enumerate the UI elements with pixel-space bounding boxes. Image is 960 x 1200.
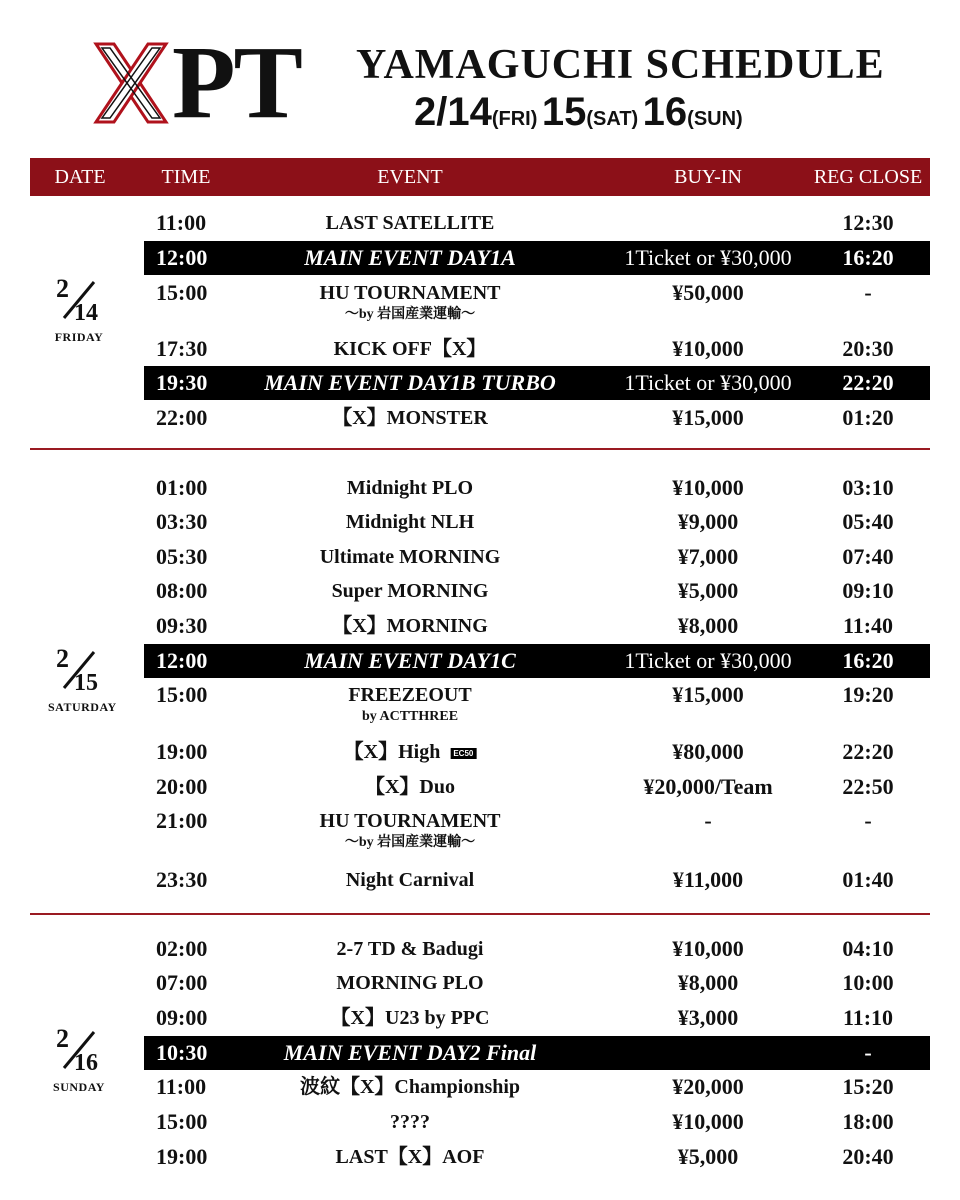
table-row (144, 505, 930, 539)
row-event-name: 【X】Duo (364, 776, 456, 798)
row-buyin: 1Ticket or ¥30,000 (624, 370, 792, 395)
row-reg-close: 22:50 (842, 774, 894, 799)
row-event (304, 644, 516, 678)
row-reg-close: 04:10 (842, 936, 894, 961)
col-time: TIME (161, 166, 211, 188)
row-event-name: KICK OFF【X】 (333, 338, 487, 360)
day-separator (30, 448, 930, 450)
table-row (144, 932, 930, 966)
row-reg-close: 20:40 (842, 1144, 894, 1169)
row-event-name: LAST SATELLITE (325, 212, 495, 234)
table-row (144, 332, 930, 366)
row-time: 07:00 (156, 970, 208, 995)
main-event-row (144, 241, 930, 275)
row-event (304, 241, 516, 275)
row-time: 02:00 (156, 936, 208, 961)
row-event (336, 1140, 485, 1174)
row-event (365, 770, 455, 804)
row-buyin: ¥10,000 (672, 475, 744, 500)
row-event-name: Ultimate MORNING (319, 546, 501, 568)
row-event-name: LAST【X】AOF (335, 1146, 485, 1168)
row-event (284, 1036, 536, 1070)
row-time: 21:00 (156, 808, 208, 833)
row-event (320, 276, 501, 310)
row-event (264, 366, 556, 400)
row-reg-close: 16:20 (842, 245, 894, 270)
row-reg-close: - (864, 1040, 872, 1065)
row-event-name: 【X】U23 by PPC (330, 1007, 490, 1029)
row-time: 22:00 (156, 405, 208, 430)
row-reg-close: 20:30 (842, 336, 894, 361)
day-month: 2 (56, 274, 69, 303)
row-reg-close: - (864, 280, 872, 305)
row-time: 09:00 (156, 1005, 208, 1030)
event-dates (414, 90, 743, 143)
row-reg-close: 10:00 (842, 970, 894, 995)
row-buyin: ¥8,000 (677, 970, 739, 995)
row-event-name: FREEZEOUT (348, 684, 472, 706)
row-time: 12:00 (156, 245, 208, 270)
row-time: 05:30 (156, 544, 208, 569)
main-event-row (144, 644, 930, 678)
table-row (144, 540, 930, 574)
row-buyin: ¥8,000 (677, 613, 739, 638)
row-buyin: ¥10,000 (672, 1109, 744, 1134)
row-reg-close: 11:10 (842, 1005, 894, 1030)
row-reg-close: 07:40 (842, 544, 894, 569)
col-event: EVENT (377, 166, 443, 188)
row-event-name: Super MORNING (331, 580, 489, 602)
date-1-weekday: (FRI) (491, 108, 538, 130)
row-event (347, 471, 473, 505)
row-event-sponsor: ～by 岩国産業運輸～ (344, 835, 476, 850)
row-buyin: ¥10,000 (672, 936, 744, 961)
day-label-15 (48, 644, 117, 715)
date-3-weekday: (SUN) (687, 108, 743, 130)
table-row (144, 1140, 930, 1174)
table-row (144, 735, 930, 769)
main-event-row (144, 1036, 930, 1070)
row-time: 19:00 (156, 1144, 208, 1169)
row-event-name: 【X】High (343, 741, 441, 763)
row-buyin: ¥20,000 (672, 1074, 744, 1099)
row-time: 17:30 (156, 336, 208, 361)
table-row (144, 276, 930, 310)
row-reg-close: 05:40 (842, 509, 894, 534)
row-time: 12:00 (156, 648, 208, 673)
row-reg-close: 09:10 (842, 578, 894, 603)
row-event (320, 804, 501, 838)
day-label-16 (48, 1026, 110, 1095)
table-row (144, 804, 930, 838)
row-buyin: ¥50,000 (672, 280, 744, 305)
row-time: 23:30 (156, 867, 208, 892)
row-reg-close: 22:20 (842, 739, 894, 764)
row-time: 15:00 (156, 1109, 208, 1134)
row-buyin: ¥7,000 (677, 544, 739, 569)
row-reg-close: - (864, 808, 872, 833)
row-time: 19:30 (156, 370, 208, 395)
table-header (30, 158, 930, 196)
row-event-name: Midnight PLO (346, 477, 474, 499)
row-event-name: Night Carnival (345, 869, 475, 891)
row-reg-close: 15:20 (842, 1074, 894, 1099)
x-logo-icon (92, 40, 170, 126)
table-row (144, 609, 930, 643)
row-reg-close: 19:20 (842, 682, 894, 707)
day-weekday: SATURDAY (48, 700, 117, 714)
row-event-name: MAIN EVENT DAY1C (304, 648, 516, 673)
row-event (336, 966, 483, 1000)
col-date: DATE (54, 166, 106, 188)
row-event-name: 【X】MONSTER (332, 407, 488, 429)
row-reg-close: 01:20 (842, 405, 894, 430)
row-event (348, 678, 471, 712)
row-time: 11:00 (156, 210, 207, 235)
date-1: 2/14 (414, 90, 492, 134)
day-separator (30, 913, 930, 915)
row-event-name: MAIN EVENT DAY1A (304, 245, 516, 270)
row-buyin: ¥3,000 (677, 1005, 739, 1030)
row-time: 11:00 (156, 1074, 207, 1099)
logo-text: PT (172, 25, 301, 140)
row-buyin: ¥10,000 (672, 336, 744, 361)
row-buyin: ¥15,000 (672, 405, 744, 430)
row-buyin: - (704, 808, 712, 833)
day-number: 14 (74, 300, 98, 326)
row-buyin: ¥80,000 (672, 739, 744, 764)
row-reg-close: 03:10 (842, 475, 894, 500)
table-row (144, 678, 930, 712)
row-time: 19:00 (156, 739, 208, 764)
row-event (300, 1070, 520, 1104)
row-reg-close: 16:20 (842, 648, 894, 673)
row-buyin: ¥11,000 (672, 867, 744, 892)
row-buyin: ¥15,000 (672, 682, 744, 707)
row-event-name: 2-7 TD & Badugi (336, 938, 484, 960)
row-event (326, 206, 495, 240)
row-buyin: 1Ticket or ¥30,000 (624, 648, 792, 673)
day-month: 2 (56, 644, 69, 673)
table-row (144, 863, 930, 897)
row-event (344, 735, 477, 769)
row-event-name: HU TOURNAMENT (319, 810, 501, 832)
row-buyin: ¥5,000 (677, 1144, 739, 1169)
table-row (144, 1001, 930, 1035)
row-buyin: ¥5,000 (677, 578, 739, 603)
row-event-sponsor: ～by 岩国産業運輸～ (344, 307, 476, 322)
row-event (346, 863, 474, 897)
row-event (332, 574, 489, 608)
day-month: 2 (56, 1024, 69, 1053)
table-row (144, 966, 930, 1000)
row-reg-close: 18:00 (842, 1109, 894, 1134)
row-event-name: 【X】MORNING (332, 615, 488, 637)
row-event (320, 540, 501, 574)
row-time: 20:00 (156, 774, 208, 799)
day-weekday: FRIDAY (54, 330, 104, 344)
row-event-name: HU TOURNAMENT (319, 282, 501, 304)
row-buyin: ¥9,000 (677, 509, 739, 534)
row-event-sponsor: by ACTTHREE (361, 709, 459, 724)
row-time: 08:00 (156, 578, 208, 603)
day-weekday: SUNDAY (53, 1080, 105, 1094)
main-event-row (144, 366, 930, 400)
xpt-logo (92, 25, 301, 140)
row-event (331, 1001, 490, 1035)
day-number: 16 (74, 1050, 98, 1076)
row-event-name: Midnight NLH (345, 511, 475, 533)
date-2-weekday: (SAT) (586, 108, 639, 130)
ec-badge: EC50 (450, 748, 476, 759)
row-event-name: 波紋【X】Championship (299, 1076, 521, 1098)
table-row (144, 1105, 930, 1139)
date-2: 15 (541, 90, 587, 134)
row-event-name: ???? (390, 1111, 430, 1133)
date-3: 16 (642, 90, 688, 134)
row-time: 15:00 (156, 682, 208, 707)
table-row (144, 1070, 930, 1104)
row-event (346, 505, 474, 539)
col-reg-close: REG CLOSE (813, 166, 923, 188)
row-event-name: MORNING PLO (336, 972, 484, 994)
day-label-14 (48, 276, 110, 345)
row-reg-close: 11:40 (842, 613, 894, 638)
row-event (390, 1105, 430, 1139)
row-event (337, 932, 484, 966)
row-reg-close: 01:40 (842, 867, 894, 892)
row-buyin: ¥20,000/Team (643, 774, 773, 799)
row-time: 10:30 (156, 1040, 208, 1065)
table-row (144, 401, 930, 435)
table-row (144, 574, 930, 608)
row-buyin: 1Ticket or ¥30,000 (624, 245, 792, 270)
row-reg-close: 22:20 (842, 370, 894, 395)
col-buyin: BUY-IN (674, 166, 742, 188)
page-title: YAMAGUCHI SCHEDULE (356, 42, 885, 88)
table-row (144, 471, 930, 505)
row-reg-close: 12:30 (842, 210, 894, 235)
row-time: 03:30 (156, 509, 208, 534)
row-event-name: MAIN EVENT DAY2 Final (283, 1040, 537, 1065)
table-row (144, 770, 930, 804)
row-time: 01:00 (156, 475, 208, 500)
row-event (334, 332, 487, 366)
row-time: 15:00 (156, 280, 208, 305)
row-event (332, 401, 488, 435)
row-event-name: MAIN EVENT DAY1B TURBO (264, 370, 556, 395)
row-event (332, 609, 488, 643)
table-row (144, 206, 930, 240)
day-number: 15 (74, 670, 98, 696)
row-time: 09:30 (156, 613, 208, 638)
